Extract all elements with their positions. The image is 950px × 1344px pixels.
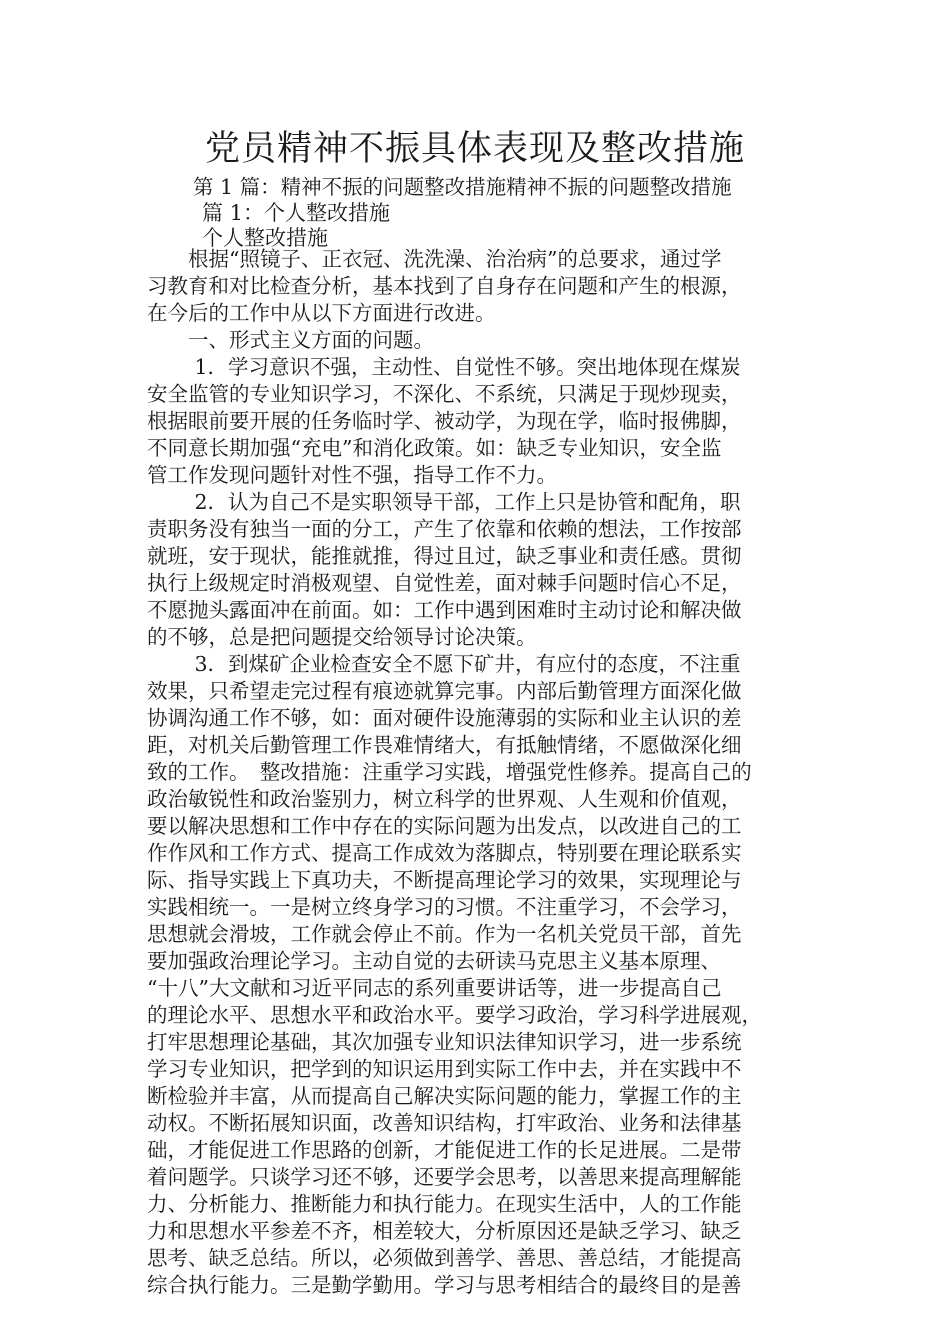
body-line: 动权。不断拓展知识面，改善知识结构，打牢政治、业务和法律基 [147, 1111, 742, 1135]
body-line: 政治敏锐性和政治鉴别力，树立科学的世界观、人生观和价值观， [147, 787, 742, 811]
body-line: 础，才能促进工作思路的创新，才能促进工作的长足进展。二是带 [147, 1138, 742, 1162]
body-line: 责职务没有独当一面的分工，产生了依靠和依赖的想法，工作按部 [147, 517, 742, 541]
body-line: 管工作发现问题针对性不强，指导工作不力。 [147, 463, 557, 487]
body-line: 3．到煤矿企业检查安全不愿下矿井，有应付的态度，不注重 [147, 652, 741, 676]
section-heading: 个人整改措施 [202, 226, 328, 250]
body-line: 断检验并丰富，从而提高自己解决实际问题的能力，掌握工作的主 [147, 1084, 742, 1108]
body-line: 2．认为自己不是实职领导干部，工作上只是协管和配角，职 [147, 490, 741, 514]
document-title: 党员精神不振具体表现及整改措施 [204, 129, 745, 169]
body-line: 距，对机关后勤管理工作畏难情绪大，有抵触情绪，不愿做深化细 [147, 733, 742, 757]
body-line: 的理论水平、思想水平和政治水平。要学习政治，学习科学进展观， [147, 1003, 762, 1027]
body-line: 要以解决思想和工作中存在的实际问题为出发点，以改进自己的工 [147, 814, 742, 838]
body-line: 作作风和工作方式、提高工作成效为落脚点，特别要在理论联系实 [147, 841, 742, 865]
body-line: 效果，只希望走完过程有痕迹就算完事。内部后勤管理方面深化做 [147, 679, 742, 703]
body-line: 在今后的工作中从以下方面进行改进。 [147, 301, 496, 325]
body-text [147, 246, 807, 1299]
body-line: 力和思想水平参差不齐，相差较大，分析原因还是缺乏学习、缺乏 [147, 1219, 742, 1243]
body-line: 执行上级规定时消极观望、自觉性差，面对棘手问题时信心不足， [147, 571, 742, 595]
body-line: 安全监管的专业知识学习，不深化、不系统，只满足于现炒现卖， [147, 382, 742, 406]
body-line: 的不够，总是把问题提交给领导讨论决策。 [147, 625, 537, 649]
body-line: 际、指导实践上下真功夫，不断提高理论学习的效果，实现理论与 [147, 868, 742, 892]
section-label: 篇 1：个人整改措施 [202, 201, 391, 225]
body-line: 习教育和对比检查分析，基本找到了自身存在问题和产生的根源， [147, 274, 742, 298]
body-line: 不同意长期加强“充电”和消化政策。如：缺乏专业知识，安全监 [147, 436, 722, 460]
body-line: 学习专业知识，把学到的知识运用到实际工作中去，并在实践中不 [147, 1057, 742, 1081]
body-line: 就班，安于现状，能推就推，得过且过，缺乏事业和责任感。贯彻 [147, 544, 742, 568]
body-line: 力、分析能力、推断能力和执行能力。在现实生活中，人的工作能 [147, 1192, 742, 1216]
body-line: 协调沟通工作不够，如：面对硬件设施薄弱的实际和业主认识的差 [147, 706, 742, 730]
body-line: 思想就会滑坡，工作就会停止不前。作为一名机关党员干部，首先 [147, 922, 742, 946]
body-line: 要加强政治理论学习。主动自觉的去研读马克思主义基本原理、 [147, 949, 721, 973]
body-line: 一、形式主义方面的问题。 [147, 328, 434, 352]
body-line: 实践相统一。一是树立终身学习的习惯。不注重学习，不会学习， [147, 895, 742, 919]
body-line: 根据“照镜子、正衣冠、洗洗澡、治治病”的总要求，通过学 [147, 247, 722, 271]
body-line: 思考、缺乏总结。所以，必须做到善学、善思、善总结，才能提高 [147, 1246, 742, 1270]
document-subtitle: 第 1 篇：精神不振的问题整改措施精神不振的问题整改措施 [193, 175, 732, 199]
body-line: 综合执行能力。三是勤学勤用。学习与思考相结合的最终目的是善 [147, 1273, 742, 1297]
body-line: “十八”大文献和习近平同志的系列重要讲话等，进一步提高自己 [147, 976, 722, 1000]
body-line: 1．学习意识不强，主动性、自觉性不够。突出地体现在煤炭 [147, 355, 741, 379]
body-line: 根据眼前要开展的任务临时学、被动学，为现在学，临时报佛脚， [147, 409, 742, 433]
body-line: 不愿抛头露面冲在前面。如：工作中遇到困难时主动讨论和解决做 [147, 598, 742, 622]
body-line: 着问题学。只谈学习还不够，还要学会思考，以善思来提高理解能 [147, 1165, 742, 1189]
body-line: 致的工作。 整改措施：注重学习实践，增强党性修养。提高自己的 [147, 760, 752, 784]
body-line: 打牢思想理论基础，其次加强专业知识法律知识学习，进一步系统 [147, 1030, 742, 1054]
